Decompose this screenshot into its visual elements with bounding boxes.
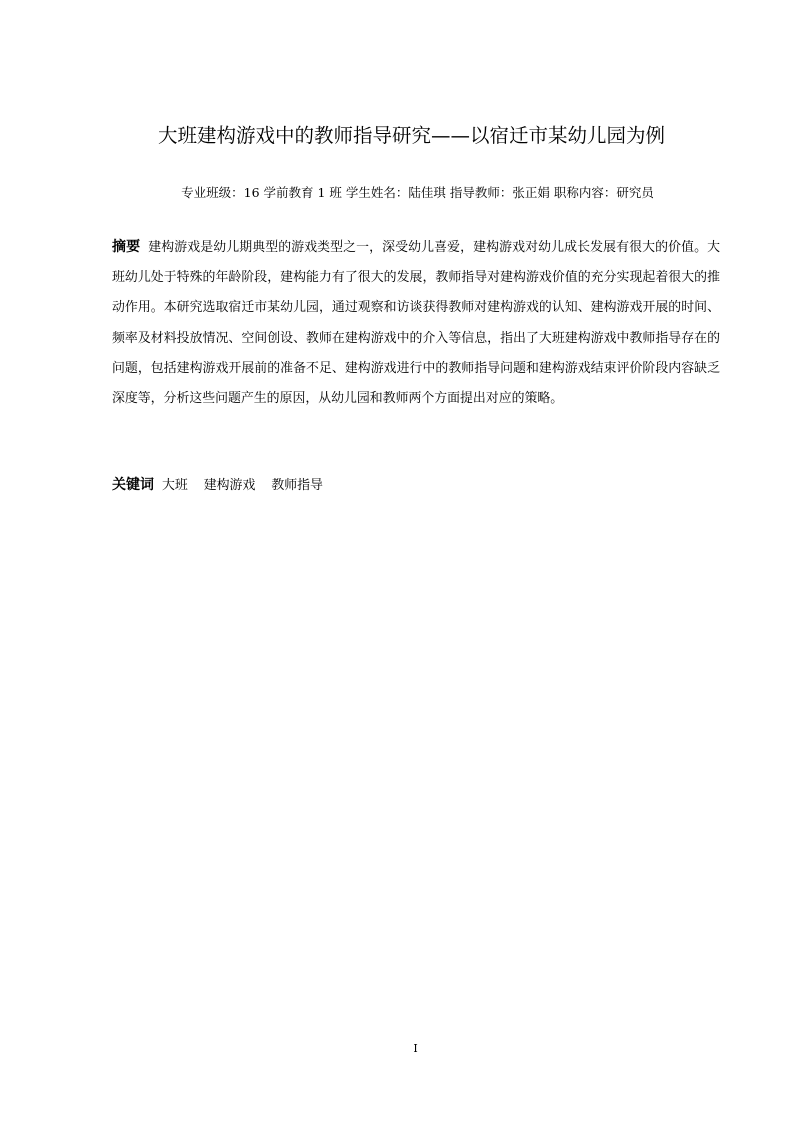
keywords-label: 关键词 [112,477,154,493]
paper-title: 大班建构游戏中的教师指导研究——以宿迁市某幼儿园为例 [157,124,665,147]
abstract-paragraph [112,232,720,414]
page-number: I [413,1042,418,1055]
author-info-line: 专业班级：16 学前教育 1 班 学生姓名：陆佳琪 指导教师：张正娟 职称内容：研究员 [181,185,654,200]
keyword-item: 教师指导 [271,478,323,493]
keyword-item: 大班 [162,478,188,493]
keywords-line [112,470,720,501]
keyword-item: 建构游戏 [203,478,256,493]
abstract-text: 建构游戏是幼儿期典型的游戏类型之一，深受幼儿喜爱，建构游戏对幼儿成长发展有很大的价值。大班幼儿处于特殊的年龄阶段，建构能力有了很大的发展，教师指导对建构游戏价值的充分实现起着很大的推动作用。本研究选取宿迁市某幼儿园，通过观察和访谈获得教师对建构游戏的认知、建构游戏开展的时间、频率及材料投放情况、空间创设、教师在建构游戏中的介入等信息，指出了大班建构游戏中教师指导存在的问题，包括建构游戏开展前的准备不足、建构游戏进行中的教师指导问题和建构游戏结束评价阶段内容缺乏深度等，分析这些问题产生的原因，从幼儿园和教师两个方面提出对应的策略。 [112,240,721,407]
abstract-label: 摘要 [112,239,141,255]
